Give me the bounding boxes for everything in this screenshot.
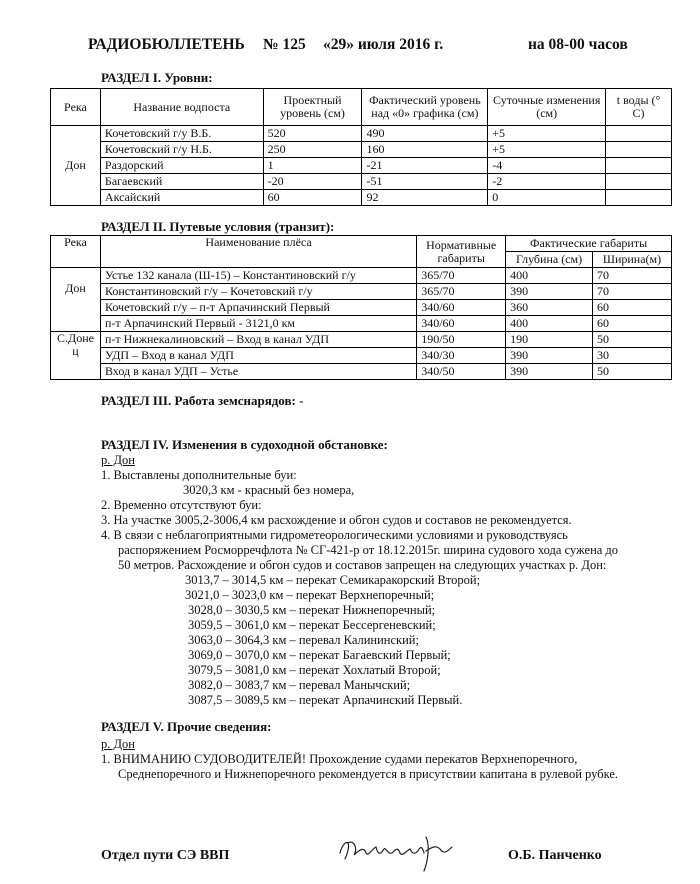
change-cell: 0 [488, 190, 606, 206]
norm-cell: 190/50 [417, 332, 506, 348]
river-name-part-2: ц [72, 344, 79, 358]
stretch-list-item: 3082,0 – 3083,7 км – перевал Манычский; [188, 678, 411, 692]
stretch-list-item: 3069,0 – 3070,0 км – перекат Багаевский Первый; [188, 648, 451, 662]
table-row [51, 126, 672, 142]
bulletin-number: № 125 [263, 36, 306, 53]
stretch-cell: п-т Нижнекалиновский – Вход в канал УДП [100, 332, 416, 348]
department-name: Отдел пути СЭ ВВП [101, 848, 230, 863]
design-cell: -20 [263, 174, 362, 190]
section4-title: РАЗДЕЛ IV. Изменения в судоходной обстановке: [101, 437, 388, 452]
section4-item2: 2. Временно отсутствуют буи: [101, 498, 262, 512]
col-water-temp: t воды (° C) [606, 89, 672, 126]
section2-title: РАЗДЕЛ II. Путевые условия (транзит): [101, 219, 335, 234]
bulletin-title: РАДИОБЮЛЛЕТЕНЬ [88, 36, 245, 53]
col-river: Река [51, 236, 101, 268]
stretch-cell: Константиновский г/у – Кочетовский г/у [100, 284, 416, 300]
stretch-list-item: 3059,5 – 3061,0 км – перекат Бессергеневский; [188, 618, 436, 632]
temp-cell [606, 126, 672, 142]
norm-cell: 340/50 [417, 364, 506, 380]
depth-cell: 390 [506, 348, 593, 364]
post-cell: Раздорский [100, 158, 263, 174]
section5-river: р. Дон [101, 737, 135, 751]
stretch-cell: Кочетовский г/у – п-т Арпачинский Первый [100, 300, 416, 316]
norm-cell: 340/30 [417, 348, 506, 364]
col-post: Название водпоста [100, 89, 263, 126]
width-cell: 70 [593, 284, 672, 300]
design-cell: 60 [263, 190, 362, 206]
section4-item4-line3: 50 метров. Расхождение и обгон судов и составов запрещен на следующих участках р. Дон: [118, 558, 607, 572]
route-header-row [51, 236, 672, 252]
table-row [51, 300, 672, 316]
change-cell: -4 [488, 158, 606, 174]
temp-cell [606, 190, 672, 206]
col-design-level: Проектный уровень (см) [263, 89, 362, 126]
width-cell: 70 [593, 268, 672, 284]
table-row [51, 142, 672, 158]
stretch-cell: Устье 132 канала (Ш-15) – Константиновский г/у [100, 268, 416, 284]
depth-cell: 390 [506, 364, 593, 380]
section4-river: р. Дон [101, 453, 135, 467]
section1-title: РАЗДЕЛ I. Уровни: [101, 70, 213, 85]
stretch-cell: Вход в канал УДП – Устье [100, 364, 416, 380]
section5-item1-line1: 1. ВНИМАНИЮ СУДОВОДИТЕЛЕЙ! Прохождение судами перекатов Верхнепоречного, [101, 752, 578, 766]
post-cell: Кочетовский г/у В.Б. [100, 126, 263, 142]
change-cell: -2 [488, 174, 606, 190]
norm-cell: 365/70 [417, 284, 506, 300]
river-cell: Дон [51, 126, 101, 206]
temp-cell [606, 158, 672, 174]
actual-cell: 490 [362, 126, 488, 142]
river-cell: Дон [51, 268, 101, 332]
section3-title: РАЗДЕЛ III. Работа земснарядов: - [101, 393, 304, 408]
design-cell: 1 [263, 158, 362, 174]
norm-cell: 340/60 [417, 316, 506, 332]
stretch-list-item: 3021,0 – 3023,0 км – перекат Верхнепоречный; [185, 588, 435, 602]
handwritten-signature [336, 827, 466, 875]
col-actual-level: Фактический уровень над «0» графика (см) [362, 89, 488, 126]
table-row [51, 158, 672, 174]
col-width: Ширина(м) [593, 252, 672, 268]
design-cell: 520 [263, 126, 362, 142]
stretch-cell: УДП – Вход в канал УДП [100, 348, 416, 364]
table-row [51, 316, 672, 332]
stretch-list-item: 3028,0 – 3030,5 км – перекат Нижнепоречный; [188, 603, 436, 617]
river-name-part-1: С.Доне [57, 331, 94, 345]
width-cell: 60 [593, 300, 672, 316]
route-conditions-table [50, 235, 672, 380]
temp-cell [606, 174, 672, 190]
signatory-name: О.Б. Панченко [508, 848, 602, 863]
table-row [51, 364, 672, 380]
depth-cell: 400 [506, 316, 593, 332]
section5-item1-line2: Среднепоречного и Нижнепоречного рекомендуется в присутствии капитана в рулевой рубке. [118, 767, 619, 781]
col-actual-dimensions: Фактические габариты [506, 236, 672, 252]
section4-item3: 3. На участке 3005,2-3006,4 км расхождение и обгон судов и составов не рекомендуется. [101, 513, 572, 527]
width-cell: 60 [593, 316, 672, 332]
depth-cell: 360 [506, 300, 593, 316]
depth-cell: 190 [506, 332, 593, 348]
levels-header-row [51, 89, 672, 126]
col-depth: Глубина (см) [506, 252, 593, 268]
norm-cell: 365/70 [417, 268, 506, 284]
col-daily-change: Суточные изменения (см) [488, 89, 606, 126]
actual-cell: -21 [362, 158, 488, 174]
section4-item4-line1: 4. В связи с неблагоприятными гидрометеорологическими условиями и руководствуясь [101, 528, 568, 542]
table-row [51, 332, 672, 348]
stretch-list-item: 3079,5 – 3081,0 км – перекат Хохлатый Второй; [188, 663, 441, 677]
table-row [51, 190, 672, 206]
post-cell: Кочетовский г/у Н.Б. [100, 142, 263, 158]
post-cell: Аксайский [100, 190, 263, 206]
bulletin-date: «29» июля 2016 г. [323, 36, 444, 53]
width-cell: 50 [593, 332, 672, 348]
col-river: Река [51, 89, 101, 126]
norm-cell: 340/60 [417, 300, 506, 316]
depth-cell: 390 [506, 284, 593, 300]
post-cell: Багаевский [100, 174, 263, 190]
col-stretch-name: Наименование плёса [100, 236, 416, 268]
bulletin-time: на 08-00 часов [528, 36, 628, 53]
width-cell: 30 [593, 348, 672, 364]
design-cell: 250 [263, 142, 362, 158]
stretch-list-item: 3063,0 – 3064,3 км – перевал Калининский; [188, 633, 419, 647]
depth-cell: 400 [506, 268, 593, 284]
actual-cell: -51 [362, 174, 488, 190]
actual-cell: 160 [362, 142, 488, 158]
section4-item1: 1. Выставлены дополнительные буи: [101, 468, 297, 482]
change-cell: +5 [488, 126, 606, 142]
section4-item1-sub: 3020,3 км - красный без номера, [183, 483, 355, 497]
stretch-list-item: 3087,5 – 3089,5 км – перекат Арпачинский Первый. [188, 693, 463, 707]
table-row [51, 174, 672, 190]
stretch-cell: п-т Арпачинский Первый - 3121,0 км [100, 316, 416, 332]
levels-table [50, 88, 672, 206]
table-row [51, 348, 672, 364]
table-row [51, 268, 672, 284]
table-row [51, 284, 672, 300]
col-norm-dimensions: Нормативные габариты [417, 236, 506, 268]
change-cell: +5 [488, 142, 606, 158]
section5-title: РАЗДЕЛ V. Прочие сведения: [101, 719, 272, 734]
width-cell: 50 [593, 364, 672, 380]
section4-item4-line2: распоряжением Росморречфлота № СГ-421-р от 18.12.2015г. ширина судового хода сужена до [118, 543, 619, 557]
temp-cell [606, 142, 672, 158]
actual-cell: 92 [362, 190, 488, 206]
river-cell [51, 332, 101, 380]
stretch-list-item: 3013,7 – 3014,5 км – перекат Семикаракорский Второй; [185, 573, 481, 587]
